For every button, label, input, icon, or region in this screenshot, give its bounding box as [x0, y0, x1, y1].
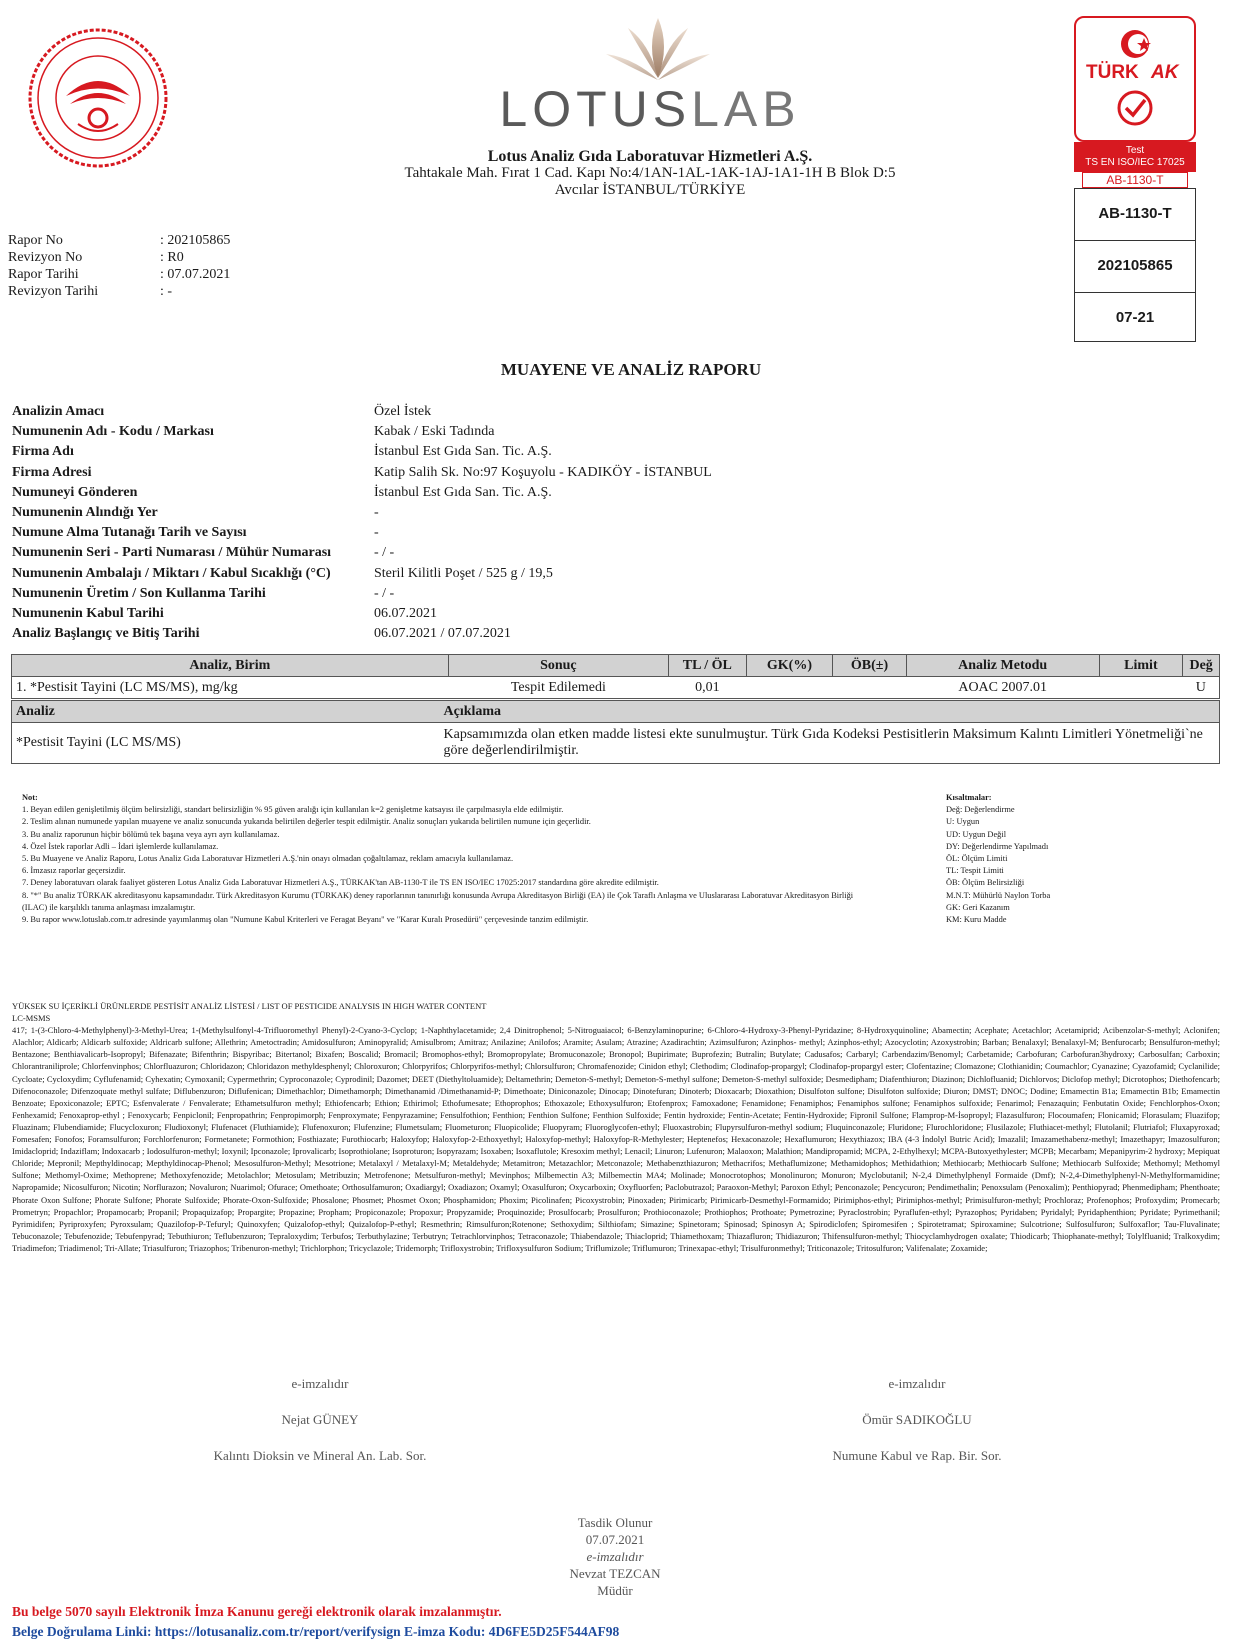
results-header-cell: Limit — [1099, 655, 1183, 677]
note-item: 7. Deney laboratuvarı olarak faaliyet gösteren Lotus Analiz Gıda Laboratuvar Hizmetleri A.Ş., TÜRKAK'tan AB-1130-T ile TS EN ISO/IEC 17025:2017 standardına göre akredite edilmiştir. — [22, 878, 659, 888]
approval-date: 07.07.2021 — [585, 1532, 645, 1547]
note-item: 1. Beyan edilen genişletilmiş ölçüm belirsizliği, standart belirsizliğin % 95 güven aralığı için kullanılan k=2 genişletme katsayısı ile çarpılmasıyla elde edilmiştir. — [22, 805, 564, 815]
info-row — [12, 523, 712, 543]
meta-row — [8, 249, 230, 266]
abbreviations-section — [946, 792, 1206, 926]
result-recovery — [746, 677, 833, 699]
meta-key: Revizyon Tarihi — [8, 284, 99, 299]
approval-label: Tasdik Olunur — [577, 1515, 653, 1530]
info-value: 06.07.2021 / 07.07.2021 — [374, 626, 511, 642]
abbreviation-item: U: Uygun — [946, 817, 980, 827]
note-item: 6. İmzasız raporlar geçersizdir. — [22, 866, 126, 876]
info-key: Numunenin Kabul Tarihi — [12, 605, 164, 621]
meta-key: Rapor No — [8, 233, 63, 248]
info-key: Firma Adı — [12, 444, 74, 460]
info-value: Kabak / Eski Tadında — [374, 424, 495, 440]
results-header-cell: ÖB(±) — [833, 655, 906, 677]
esign-notice: Bu belge 5070 sayılı Elektronik İmza Kanunu gereği elektronik olarak imzalanmıştır. — [12, 1604, 502, 1619]
info-value: İstanbul Est Gıda San. Tic. A.Ş. — [374, 484, 552, 500]
info-row — [12, 422, 712, 442]
info-key: Numunenin Üretim / Son Kullanma Tarihi — [12, 585, 266, 601]
result-method: AOAC 2007.01 — [906, 677, 1099, 699]
signature-status: e-imzalıdır — [888, 1376, 946, 1391]
pesticide-list-section — [12, 1000, 1220, 1254]
info-value: - — [374, 505, 379, 521]
company-block — [380, 148, 920, 199]
turkak-brand-ak: AK — [1151, 62, 1179, 83]
results-header-row — [12, 655, 1220, 677]
company-address-line1: Tahtakale Mah. Fırat 1 Cad. Kapı No:4/1AN-1AL-1AK-1AJ-1A1-1H B Blok D:5 — [404, 165, 896, 181]
explanation-desc: Kapsamımızda olan etken madde listesi ekte sunulmuştur. Türk Gıda Kodeksi Pestisitlerin Maksimum Kalıntı Limitleri Yönetmeliği`ne göre değerlendirilmiştir. — [443, 727, 1203, 758]
info-row — [12, 402, 712, 422]
result-uncertainty — [833, 677, 906, 699]
abbreviation-item: ÖL: Ölçüm Limiti — [946, 854, 1008, 864]
meta-value: : 07.07.2021 — [160, 267, 231, 282]
info-key: Firma Adresi — [12, 464, 92, 480]
info-value: - / - — [374, 585, 395, 601]
explanation-analysis: *Pestisit Tayini (LC MS/MS) — [16, 735, 181, 750]
lotuslab-wordmark — [470, 80, 830, 138]
info-row — [12, 584, 712, 604]
info-row — [12, 483, 712, 503]
info-key: Numuneyi Gönderen — [12, 484, 138, 500]
results-table — [11, 654, 1220, 699]
signature-right — [737, 1376, 1097, 1484]
turkak-test-label: Test — [1125, 145, 1145, 156]
signature-status: e-imzalıdır — [291, 1376, 349, 1391]
lotus-flower-icon — [598, 16, 718, 86]
abbreviations-title: Kısaltmalar: — [946, 793, 992, 802]
results-header-cell: Değ — [1183, 655, 1220, 677]
info-key: Numunenin Seri - Parti Numarası / Mühür Numarası — [12, 545, 332, 561]
approval-role: Müdür — [597, 1583, 633, 1598]
approval-block — [465, 1514, 765, 1599]
table-row — [12, 677, 1220, 699]
abbreviation-item: M.N.T: Mühürlü Naylon Torba — [946, 890, 1051, 900]
meta-row — [8, 283, 230, 300]
info-row — [12, 463, 712, 483]
info-value: 06.07.2021 — [374, 605, 437, 621]
turkak-standard-strip — [1074, 142, 1196, 172]
info-key: Numunenin Ambalajı / Miktarı / Kabul Sıcaklığı (°C) — [12, 565, 331, 581]
signature-name: Nejat GÜNEY — [281, 1412, 359, 1427]
results-header-cell: Analiz, Birim — [12, 655, 449, 677]
info-row — [12, 503, 712, 523]
meta-key: Revizyon No — [8, 250, 83, 265]
report-meta — [8, 232, 230, 300]
turkak-standard-label: TS EN ISO/IEC 17025 — [1085, 157, 1185, 168]
meta-row — [8, 232, 230, 249]
result-detection-limit: 0,01 — [669, 677, 747, 699]
abbreviation-item: DY: Değerlendirme Yapılmadı — [946, 841, 1049, 851]
turkak-code-red: AB-1130-T — [1082, 172, 1188, 188]
explanation-table — [11, 700, 1220, 764]
result-limit — [1099, 677, 1183, 699]
results-header-cell: Sonuç — [448, 655, 668, 677]
results-header-cell: GK(%) — [746, 655, 833, 677]
result-evaluation: U — [1183, 677, 1220, 699]
results-header-cell: TL / ÖL — [669, 655, 747, 677]
info-value: Katip Salih Sk. No:97 Koşuyolu - KADIKÖY - İSTANBUL — [374, 464, 712, 480]
meta-value: : 202105865 — [160, 233, 231, 248]
meta-row — [8, 266, 230, 283]
meta-key: Rapor Tarihi — [8, 267, 79, 282]
info-key: Numunenin Adı - Kodu / Markası — [12, 424, 214, 440]
pesticide-list: 417; 1-(3-Chloro-4-Methylphenyl)-3-Methyl-Urea; 1-(Methylsulfonyl-4-Trifluoromethyl Phenyl)-2-Cyano-3-Cyclop; 1-Naphthylacetamide; 2,4 Dinitrophenol; 5-Nitroguaiacol; 6-Benzylaminopurine; 6-Chloro-4-Hydroxy-3-Phenyl-Pyridazine; 8-Hydroxyquinoline; Abamectin; Acephate; Acetachlor; Acetamiprid; Acibenzolar-S-methyl; Aclonifen; Alachlor; Aldicarb; Aldicarb sulfoxide; Aldricarb sulfone; Allethrin; Ametoctradin; Amidosulfuron; Aminopyralid; Amisulbrom; Amitraz; Anilazine; Anilofos; Aramite; Asulam; Atrazine; Azadirachtin; Azimsulfuron; Azinphos- methyl; Azinphos-ethyl; Azocyclotin; Azoxystrobin; Barban; Benalaxyl; Benalaxyl-M; Benfurocarb; Bensulfuron-methyl; Bentazone; Benthiavalicarb-Isopropyl; Bifenazate; Bifenthrin; Bispyribac; Bitertanol; Bixafen; Boscalid; Bromacil; Bromophos-ethyl; Bromopropylate; Bromuconazole; Bronopol; Bupirimate; Buprofezin; Butralin; Butylate; Cadusafos; Carbaryl; Carbendazim/Benomyl; Carbetamide; Carbofuran; Carbofuran3hydroxy; Carbosulfan; Carboxin; Chlorantraniliprole; Chlorfenvinphos; Chlorfluazuron; Chloridazon; Chloridazon methyldesphenyl; Chloroxuron; Chlorpyrifos; Chlorpyrifos-methyl; Chlorsulfuron; Chromafenozide; Cinidon ethyl; Clethodim; Clodinafop-propargyl; Clodinafop-propargyl ester; Clofentazine; Clomazone; Clothianidin; Coumachlor; Cyanazine; Cyazofamid; Cyclanilide; Cycloate; Cycloxydim; Cyflufenamid; Cyhexatin; Cymoxanil; Cypermethrin; Cyproconazole; Cyprodinil; Dazomet; DEET (Diethyltoluamide); Deltamethrin; Demeton-S-methyl; Demeton-S-methyl sulfone; Demeton-S-methyl sulfoxide; Desmedipham; Diafenthiuron; Diazinon; Dichlofluanid; Dichlorvos; Diclofop methyl; Dicrotophos; Diethofencarb; Difenoconazole; Difenzoquate methyl sulfate; Diflubenzuron; Diflufenican; Dimethachlor; Dimethamorph; Dimethanamid /Dimethanamid-P; Dimethoate; Diniconazole; Dinocap; Dinotefuran; Dinoterb; Dioxacarb; Dioxathion; Disulfoton sulfone; Disulfoton sulfoxide; Diuron; DMST; DNOC; Dodine; Emamectin B1a; Emamectin B1b; Emamectin Benzoate; Epoxiconazole; EPTC; Esfenvalerate / Fenvalerate; Ethametsulfuron methyl; Ethiofencarb; Ethion; Ethirimol; Ethofumesate; Ethoprophos; Ethoxazole; Ethoxysulfuron; Etofenprox; Famoxadone; Fenamidone; Fenamiphos; Fenamiphos sulfone; Fenamiphos sulfoxide; Fenarimol; Fenazaquin; Fenbutatin Oxide; Fenchlorphos-Oxon; Fenhexamid; Fenoxaprop-ethyl ; Fenoxycarb; Fenpiclonil; Fenpropathrin; Fenpropimorph; Fenproxymate; Fenpyrazamine; Fensulfothion; Fenthion; Fenthion Sulfone; Fenthion Sulfoxide; Fentin hydroxide; Fentin-Acetate; Fentin-Hydroxide; Fipronil Sulfone; Flamprop-M-İsopropyl; Flazasulfuron; Flocoumafen; Flonicamid; Florasulam; Fluazifop; Fluazinam; Flubendiamide; Flucycloxuron; Fludioxonyl; Flufenacet (Fluthiamide); Flufenoxuron; Flufenzine; Flumetsulam; Fluometuron; Fluopicolide; Fluopyram; Fluoroglycofen-ethyl; Fluoxastrobin; Flupyrsulfuron-methyl sodium; Fluquinconazole; Fluridone; Flurochloridone; Flusilazole; Fluthiacet-methyl; Flutolanil; Flutriafol; Fluxapyroxad; Fomesafen; Fonofos; Foramsulfuron; Forchlorfenuron; Formetanete; Formothion; Fosthiazate; Furothiocarb; Haloxyfop; Haloxyfop-2-Ethoxyethyl; Haloxyfop-methyl; Haloxyfop-R-Methylester; Heptenefos; Hexaconazole; Hexaflumuron; Hexythiazox; IBA (4-3 İndolyl Butric Acid); Imazalil; Imazamethabenz-methyl; Imazethapyr; Imazosulfuron; Imidacloprid; Indaziflam; Indoxacarb ; Iodosulfuron-methyl; Ioxynil; Ipconazole; Iprovalicarb; Isoprothiolane; Isoproturon; Isopyrazam; Isoxaben; Isoxaflutole; Kresoxim methyl; Lenacil; Linuron; Lufenuron; Malaoxon; Malathion; Mandipropamid; MCPA, 2-Ethylhexyl; MCPA-Butoxyethylester; MCPB; Mecarbam; Mepanipyrim-2 hydroxy; Mepiquat Chloride; Mepronil; Mepthyldinocap; Mepthyldinocap-Phenol; Mesosulfuron-Methyl; Mesotrione; Metalaxyl / Metalaxyl-M; Metaldehyde; Metamitron; Metazachlor; Metconazole; Methabenzthiazuron; Methacrifos; Methaflumizone; Methamidophos; Methidathion; Methiocarb; Methiocarb Sulfone; Methiocarb Sulfoxide; Methomyl; Methomyl Sulfone; Methomyl-Oxime; Methoprene; Methoxyfenozide; Metolachlor; Metosulam; Metribuzin; Metrofenone; Metsulfuron-methyl; Mevinphos; Milbemectin A3; Milbemectin MA4; Molinade; Monocrotophos; Monolinuron; Monuron; Myclobutanil; N-2,4 Dimethylphenyl Formaide (Dmf); N-2,4-Dimethylphenyl-N-Methylformamidine; Napropamide; Nicosulfuron; Nicotin; Norflurazon; Novaluron; Nuarimol; Ofurace; Omethoate; Orthosulfamuron; Oxadiargyl; Oxadiazon; Oxamyl; Oxasulfuron; Oxycarboxin; Oxyfluorfen; Paclobutrazol; Paraoxon-Methyl; Paroxon Ethyl; Penconazole; Pencycuron; Pendimethalin; Penoxsulam (Penoxalim); Penthiopyrad; Phenmedipham; Phenthoate; Phorate Oxon Sulfone; Phorate Sulfone; Phorate Sulfoxide; Phorate-Oxon-Sulfoxide; Phosalone; Phosmet; Phosmet Oxon; Phosphamidon; Phoxim; Picolinafen; Picoxystrobin; Pinoxaden; Pirimicarb; Pirimicarb-Desmethyl-Formamido; Pirimiphos-ethyl; Pirimiphos-methyl; Primisulfuron-methyl; Prochloraz; Profenophos; Profoxydim; Promecarb; Prometryn; Propachlor; Propamocarb; Propanil; Propaquizafop; Propargite; Propazine; Propham; Propiconazole; Propoxur; Propyzamide; Proquinozide; Prosulfocarb; Prosulfuron; Prothioconazole; Prothiophos; Prothoate; Pymetrozine; Pyraclostrobin; Pyraflufen-ethyl; Pyrazophos; Pyridaben; Pyridalyl; Pyridaphenthion; Pyridate; Pyrimethanil; Pyrimidifen; Pyriproxyfen; Pyroxsulam; Quazilofop-P-Tefuryl; Quinoxyfen; Quizalofop-ethyl; Quizalofop-P-ethyl; Resmethrin; Rimsulfuron;Rotenone; Sethoxydim; Silthiofam; Simazine; Spinetoram; Spinosad; Spinosyn A; Spirodiclofen; Spiromesifen ; Spirotetramat; Spiroxamine; Sulcotrione; Sulfosulfuron; Sulfoxaflor; Tau-Fluvalinate; Tebuconazole; Tebufenozide; Tebufenpyrad; Tebuthiuron; Teflubenzuron; Tepraloxydim; Terbufos; Terbuthylazine; Terbutryn; Tetrachlorvinphos; Tetraconazole; Thiabendazole; Thiacloprid; Thiamethoxam; Thiazafluron; Thidiazuron; Thifensulfuron-methyl; Thiocyclamhydrogen oxalate; Thiodicarb; Thiophanate-methyl; Tolylfluanid; Tralkoxydim; Triadimefon; Triadimenol; Tri-Allate; Triasulfuron; Triazophos; Tribenuron-methyl; Trichlorphon; Tricyclazole; Tridemorph; Trifloxystrobin; Trifloxysulfuron Sodium; Triflumizole; Triflumuron; Trinexapac-ethyl; Trisulfuronmethyl; Triticonazole; Tritosulfuron; Valifenalate; Zoxamide; — [12, 1025, 1220, 1253]
abbreviation-item: GK: Geri Kazanım — [946, 902, 1010, 912]
explanation-header-desc: Açıklama — [440, 701, 1220, 723]
abbreviation-item: UD: Uygun Değil — [946, 829, 1007, 839]
ministry-seal-logo — [26, 26, 170, 170]
note-item: 4. Özel İstek raporlar Adli – İdari işlemlerde kullanılamaz. — [22, 841, 219, 851]
abbreviation-item: TL: Tespit Limiti — [946, 866, 1004, 876]
signature-role: Numune Kabul ve Rap. Bir. Sor. — [832, 1448, 1002, 1463]
table-row — [12, 723, 1220, 764]
logo-part1: LOTUS — [499, 81, 692, 137]
signature-left — [140, 1376, 500, 1484]
pesticide-method: LC-MSMS — [12, 1013, 51, 1024]
explanation-header-row — [12, 701, 1220, 723]
notes-title: Not: — [22, 793, 38, 802]
info-row — [12, 442, 712, 462]
info-value: İstanbul Est Gıda San. Tic. A.Ş. — [374, 444, 552, 460]
note-item: 8. "*" Bu analiz TÜRKAK akreditasyonu kapsamındadır. Türk Akreditasyon Kurumu (TÜRKAK) deney raporlarının tanınırlığı konusunda Avrupa Akreditasyon Birliği (EA) ile Çok Taraflı Anlaşma ve Uluslararası Laboratuvar Akreditasyon Birliği (ILAC) ile karşılıklı tanıma anlaşması imzalamıştır. — [22, 890, 854, 912]
info-key: Analiz Başlangıç ve Bitiş Tarihi — [12, 626, 200, 642]
info-value: - / - — [374, 545, 395, 561]
turkak-accreditation-no: AB-1130-T — [1074, 188, 1196, 240]
info-value: Özel İstek — [374, 404, 432, 420]
info-key: Analizin Amacı — [12, 404, 105, 420]
signature-role: Kalıntı Dioksin ve Mineral An. Lab. Sor. — [213, 1448, 427, 1463]
info-value: Steril Kilitli Poşet / 525 g / 19,5 — [374, 565, 553, 581]
info-key: Numune Alma Tutanağı Tarih ve Sayısı — [12, 525, 247, 541]
company-address-line2: Avcılar İSTANBUL/TÜRKİYE — [554, 182, 746, 198]
info-value: - — [374, 525, 379, 541]
results-header-cell: Analiz Metodu — [906, 655, 1099, 677]
approval-status: e-imzalıdır — [586, 1549, 644, 1564]
info-row — [12, 543, 712, 563]
report-title: MUAYENE VE ANALİZ RAPORU — [500, 360, 762, 379]
note-item: 9. Bu rapor www.lotuslab.com.tr adresinde yayımlanmış olan "Numune Kabul Kriterleri ve Feragat Beyanı" ve "Karar Kuralı Prosedürü" çerçevesinde tanzim edilmiştir. — [22, 915, 589, 925]
note-item: 2. Teslim alınan numunede yapılan muayene ve analiz sonucunda yukarıda belirtilen değerler tespit edilmiştir. Analiz sonuçları yukarıda belirtilen numune için geçerlidir. — [22, 817, 591, 827]
result-value: Tespit Edilemedi — [448, 677, 668, 699]
approval-name: Nevzat TEZCAN — [569, 1566, 661, 1581]
explanation-header-analysis: Analiz — [12, 701, 440, 723]
info-row — [12, 624, 712, 644]
abbreviation-item: ÖB: Ölçüm Belirsizliği — [946, 878, 1025, 888]
turkak-logo — [1074, 16, 1196, 142]
note-item: 3. Bu analiz raporunun hiçbir bölümü tek başına veya ayrı ayrı kullanılamaz. — [22, 829, 280, 839]
note-item: 5. Bu Muayene ve Analiz Raporu, Lotus Analiz Gıda Laboratuvar Hizmetleri A.Ş.'nin onayı olmadan çoğaltılamaz, reklam amacıyla kullanılamaz. — [22, 854, 514, 864]
company-name: Lotus Analiz Gıda Laboratuvar Hizmetleri A.Ş. — [487, 148, 813, 165]
sample-info — [12, 402, 712, 644]
pesticide-list-title: YÜKSEK SU İÇERİKLİ ÜRÜNLERDE PESTİSİT ANALİZ LİSTESİ / LIST OF PESTICIDE ANALYSIS IN HIGH WATER CONTENT — [12, 1001, 487, 1011]
notes-section — [22, 792, 872, 926]
info-row — [12, 564, 712, 584]
meta-value: : R0 — [160, 250, 184, 265]
turkak-report-no: 202105865 — [1074, 240, 1196, 292]
result-analysis: 1. *Pestisit Tayini (LC MS/MS), mg/kg — [12, 677, 449, 699]
meta-value: : - — [160, 284, 173, 299]
logo-part2: LAB — [691, 81, 801, 137]
turkak-date-code: 07-21 — [1074, 292, 1196, 342]
signature-name: Ömür SADIKOĞLU — [862, 1412, 972, 1427]
turkak-brand-tur: TÜRK — [1086, 62, 1139, 83]
info-row — [12, 604, 712, 624]
info-key: Numunenin Alındığı Yer — [12, 505, 158, 521]
abbreviation-item: Değ: Değerlendirme — [946, 805, 1015, 815]
abbreviation-item: KM: Kuru Madde — [946, 915, 1007, 925]
verification-link[interactable]: Belge Doğrulama Linki: https://lotusanaliz.com.tr/report/verifysign E-imza Kodu: 4D6FE5D25F544AF98 — [12, 1624, 620, 1639]
